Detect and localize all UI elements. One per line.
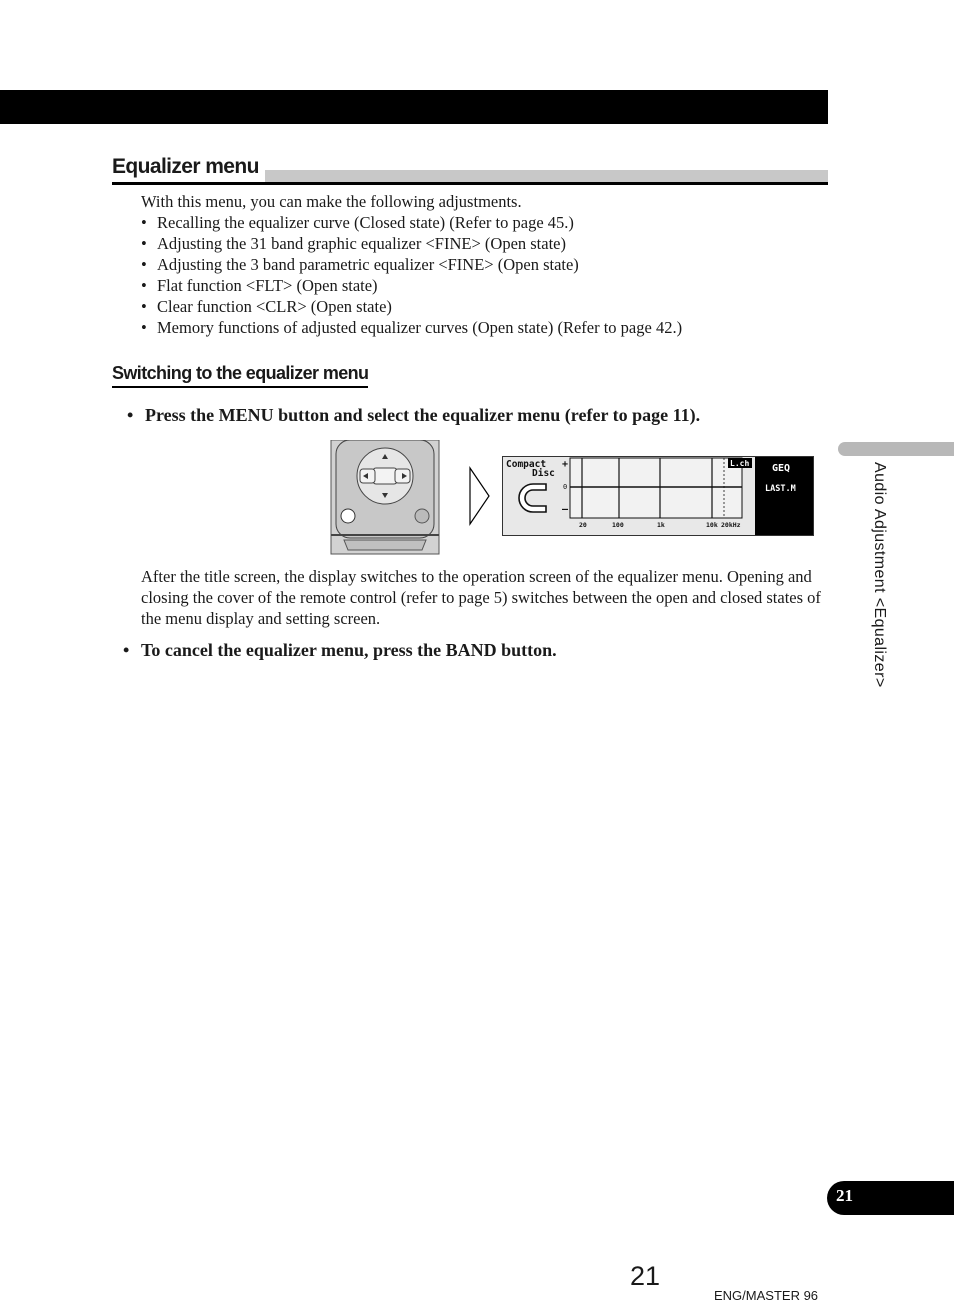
subsection-title: Switching to the equalizer menu xyxy=(112,361,368,388)
section-heading xyxy=(112,152,828,186)
side-section-label: Audio Adjustment <Equalizer> xyxy=(871,462,888,688)
display-freq-label: 1k xyxy=(657,521,665,529)
display-mode: GEQ xyxy=(772,463,791,474)
header-bar xyxy=(0,90,828,124)
display-memory: LAST.M xyxy=(765,484,796,494)
remote-control-illustration xyxy=(330,440,440,555)
side-tab-marker xyxy=(838,442,954,456)
adjustment-list xyxy=(141,212,682,338)
list-item: • Recalling the equalizer curve (Closed state) (Refer to page 45.) xyxy=(141,212,682,233)
list-item: • Adjusting the 3 band parametric equalizer <FINE> (Open state) xyxy=(141,254,682,275)
arrow-right-icon xyxy=(468,466,492,526)
display-channel: L.ch xyxy=(730,459,750,468)
equalizer-display xyxy=(502,456,814,536)
bullet: • xyxy=(127,405,134,425)
description-paragraph: After the title screen, the display switches to the operation screen of the equalizer menu. Opening and closing the cover of the remote control (refer to page 5) switches between the open and closed states of the menu display and setting screen. xyxy=(141,567,821,628)
list-item: • Flat function <FLT> (Open state) xyxy=(141,275,682,296)
step-press-menu xyxy=(127,403,700,427)
display-minus: – xyxy=(562,504,569,515)
step-press-menu-text: Press the MENU button and select the equalizer menu (refer to page 11). xyxy=(145,405,701,425)
display-freq-label: 100 xyxy=(612,521,624,529)
step-cancel-text: To cancel the equalizer menu, press the BAND button. xyxy=(141,640,557,660)
page-tab-number: 21 xyxy=(836,1186,853,1205)
list-item: • Adjusting the 31 band graphic equalizer <FINE> (Open state) xyxy=(141,233,682,254)
display-zero: 0 xyxy=(563,483,568,491)
display-plus: + xyxy=(562,459,569,470)
display-source-line2: Disc xyxy=(532,468,555,479)
display-freq-label: 10k xyxy=(706,521,718,529)
heading-rule xyxy=(112,182,828,185)
list-item: • Clear function <CLR> (Open state) xyxy=(141,296,682,317)
section-title: Equalizer menu xyxy=(112,152,265,182)
display-freq-label: 20 xyxy=(579,521,587,529)
list-item: • Memory functions of adjusted equalizer curves (Open state) (Refer to page 42.) xyxy=(141,317,682,338)
intro-text: With this menu, you can make the following adjustments. xyxy=(141,192,522,211)
display-source-line1: Compact xyxy=(506,459,547,470)
bullet: • xyxy=(123,640,130,660)
step-cancel xyxy=(123,638,557,662)
display-freq-label: 20kHz xyxy=(721,521,741,529)
footer-code: ENG/MASTER 96 xyxy=(714,1288,819,1303)
page-number: 21 xyxy=(630,1261,661,1291)
